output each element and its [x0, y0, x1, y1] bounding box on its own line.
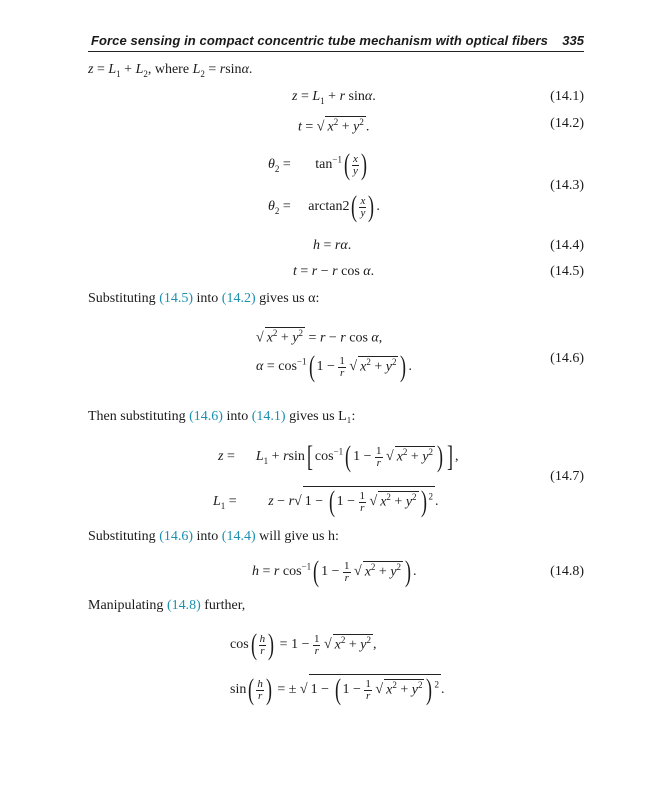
paragraph-2: Then substituting (14.6) into (14.1) gives us L₁:: [88, 409, 356, 424]
ref-14-8[interactable]: (14.8): [166, 598, 201, 613]
paragraph-1: Substituting (14.5) into (14.2) gives us α:: [88, 291, 320, 306]
intro-line: $z = L_1 + L_2$, where $L_2 = rsin\alpha$.: [88, 62, 253, 79]
equation-final-line2: sin( $\frac{h}{r}$ ) = ± √ 1 − ( 1 − $\frac{1}{r}$ √ $x^2 + y^2$ ) $^2$ .: [230, 673, 445, 706]
equation-number: (14.7): [550, 469, 584, 484]
equation-final-line1: cos( $\frac{h}{r}$ ) = 1 − $\frac{1}{r}$ √ $x^2 + y^2$ ,: [230, 628, 377, 661]
equation-14-1: $z = L_1 + r$ sinα.: [292, 89, 376, 106]
equation-14-7-line2: $L_1$ = z − r√ 1 − ( 1 − $\frac{1}{r}$ √ $x^2 + y^2$ ) $^2$ .: [213, 485, 439, 518]
equation-14-3-line1: $\theta_2$ = $\tan^{-1}$( $\frac{x}{y}$ ): [268, 148, 367, 181]
equation-14-6-line2: $\alpha = \cos^{-1}$( 1 − $\frac{1}{r}$ √ $x^2 + y^2$ ) .: [256, 350, 412, 383]
equation-number: (14.3): [550, 178, 584, 193]
ref-14-4[interactable]: (14.4): [221, 529, 256, 544]
ref-14-6[interactable]: (14.6): [189, 409, 223, 424]
equation-number: (14.4): [550, 238, 584, 253]
equation-number: (14.5): [550, 264, 584, 279]
running-header: [88, 31, 584, 52]
paragraph-4: Manipulating (14.8) further,: [88, 598, 246, 613]
page-number: 335: [562, 33, 584, 48]
running-title: Force sensing in compact concentric tube mechanism with optical fibers: [90, 33, 548, 48]
equation-14-2: t = √ $x^2 + y^2$ .: [298, 117, 370, 135]
ref-14-6[interactable]: (14.6): [159, 529, 194, 544]
equation-14-7-line1: z = $L_1 + rsin$[ $\cos^{-1}$( 1 − $\frac{1}{r}$ √ $x^2 + y^2$ ) ] ,: [218, 440, 459, 473]
equation-14-3-line2: $\theta_2$ = arctan2( $\frac{x}{y}$ ) .: [268, 190, 380, 223]
ref-14-1[interactable]: (14.1): [251, 409, 286, 424]
equation-14-8: h = r $\cos^{-1}$( 1 − $\frac{1}{r}$ √ $x^2 + y^2$ ) .: [252, 555, 417, 588]
equation-number: (14.8): [550, 564, 584, 579]
ref-14-5[interactable]: (14.5): [159, 291, 194, 306]
equation-14-6-line1: √ $x^2 + y^2 = r - r$ cos α,: [256, 328, 383, 346]
ref-14-2[interactable]: (14.2): [221, 291, 256, 306]
equation-number: (14.2): [550, 116, 584, 131]
equation-number: (14.6): [550, 351, 584, 366]
paragraph-3: Substituting (14.6) into (14.4) will give us h:: [88, 529, 339, 544]
equation-14-4: h = rα.: [313, 238, 352, 253]
equation-14-5: t = r − r cos α.: [293, 264, 375, 279]
equation-number: (14.1): [550, 89, 584, 104]
